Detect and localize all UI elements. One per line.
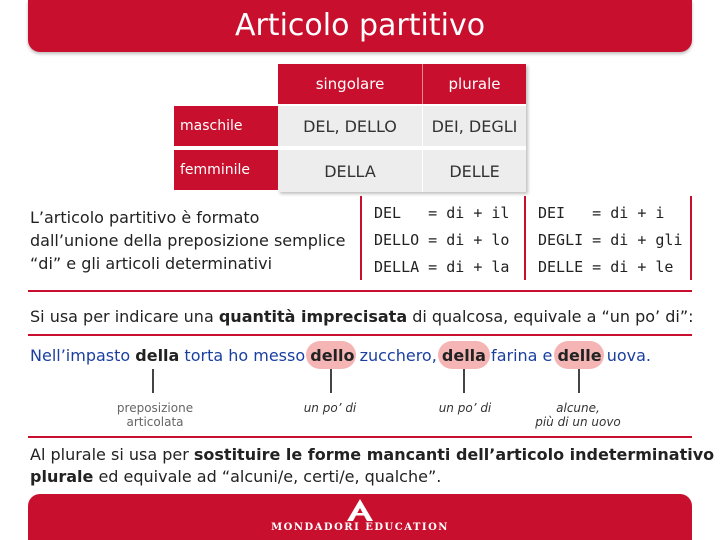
cell-maschile-plurale: DEI, DEGLI <box>422 106 526 146</box>
definition-line-3: “di” e gli articoli determinativi <box>30 254 273 273</box>
connector-delle <box>578 369 580 393</box>
formula-delle: DELLE = di + le <box>538 258 674 276</box>
logo-a-icon <box>340 498 380 522</box>
formula-del: DEL = di + il <box>374 204 510 222</box>
plural-line-1: Al plurale si usa per sostituire le forme mancanti dell’articolo indeterminativo <box>30 445 715 464</box>
plural-bold-2: plurale <box>30 467 94 486</box>
formula-divider-right <box>690 196 692 280</box>
separator-2 <box>28 334 692 336</box>
formula-divider-mid <box>524 196 526 280</box>
cell-femminile-singolare: DELLA <box>278 150 422 192</box>
row-label-maschile: maschile <box>174 106 278 146</box>
formula-dello: DELLO = di + lo <box>374 231 510 249</box>
example-word-delle: delle <box>557 346 602 365</box>
usage-text: Si usa per indicare una quantità imprecisata di qualcosa, equivale a “un po’ di”: <box>30 307 694 326</box>
usage-bold: quantità imprecisata <box>218 307 408 326</box>
connector-della-1 <box>152 369 154 393</box>
footer-logo-text: MONDADORI EDUCATION <box>271 522 449 533</box>
formula-divider-left <box>360 196 362 280</box>
note-preposizione-articolata: preposizione articolata <box>116 401 194 429</box>
formula-della: DELLA = di + la <box>374 258 510 276</box>
plural-line-2: plurale ed equivale ad “alcuni/e, certi/e, qualche”. <box>30 467 442 486</box>
page-title: Articolo partitivo <box>234 8 486 43</box>
example-word-della-1: della <box>135 346 180 365</box>
cell-femminile-plurale: DELLE <box>422 150 526 192</box>
example-sentence: Nell’impasto della torta ho messo dello zucchero, della farina e delle uova. <box>30 346 651 365</box>
connector-dello <box>330 369 332 393</box>
header-singolare: singolare <box>278 64 422 104</box>
note-un-po-di-2: un po’ di <box>438 401 492 415</box>
definition-line-1: L’articolo partitivo è formato <box>30 208 260 227</box>
formula-degli: DEGLI = di + gli <box>538 231 683 249</box>
definition-line-2: dall’unione della preposizione semplice <box>30 231 346 250</box>
cell-maschile-singolare: DEL, DELLO <box>278 106 422 146</box>
header-plurale: plurale <box>422 64 526 104</box>
note-un-po-di-1: un po’ di <box>303 401 357 415</box>
formula-dei: DEI = di + i <box>538 204 665 222</box>
example-word-dello: dello <box>310 346 355 365</box>
separator-1 <box>28 290 692 292</box>
connector-della-2 <box>463 369 465 393</box>
row-label-femminile: femminile <box>174 150 278 190</box>
separator-3 <box>28 436 692 438</box>
example-word-della-2: della <box>441 346 486 365</box>
note-alcune: alcune, più di un uovo <box>535 401 621 429</box>
plural-bold-1: sostituire le forme mancanti dell’articolo indeterminativo <box>193 445 715 464</box>
